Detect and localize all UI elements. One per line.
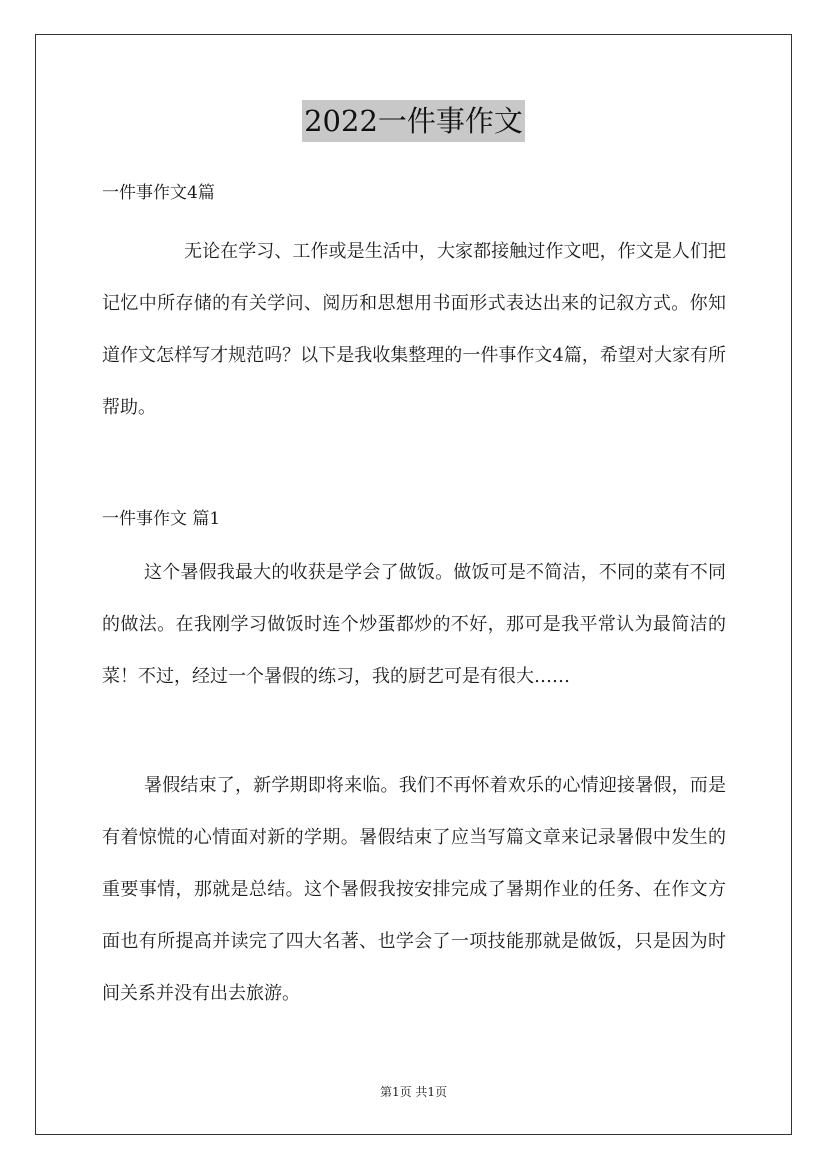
intro-paragraph: 无论在学习、工作或是生活中，大家都接触过作文吧，作文是人们把记忆中所存储的有关学问、阅历和思想用书面形式表达出来的记叙方式。你知道作文怎样写才规范吗？以下是我收集整理的一件事作文4篇，希望对大家有所帮助。: [102, 241, 726, 418]
body-paragraph-1: 这个暑假我最大的收获是学会了做饭。做饭可是不简洁，不同的菜有不同的做法。在我刚学习做饭时连个炒蛋都炒的不好，那可是我平常认为最简洁的菜！不过，经过一个暑假的练习，我的厨艺可是有很大……: [102, 562, 726, 687]
section-heading: 一件事作文 篇1: [102, 509, 221, 529]
document-subtitle: 一件事作文4篇: [102, 183, 215, 203]
page-footer: 第1页 共1页: [379, 1085, 448, 1099]
title-container: [0, 100, 827, 142]
document-title: 2022一件事作文: [302, 100, 525, 142]
body-paragraph-2: 暑假结束了，新学期即将来临。我们不再怀着欢乐的心情迎接暑假，而是有着惊慌的心情面对新的学期。暑假结束了应当写篇文章来记录暑假中发生的重要事情，那就是总结。这个暑假我按安排完成了暑期作业的任务、在作文方面也有所提高并读完了四大名著、也学会了一项技能那就是做饭，只是因为时间关系并没有出去旅游。: [102, 775, 726, 1004]
